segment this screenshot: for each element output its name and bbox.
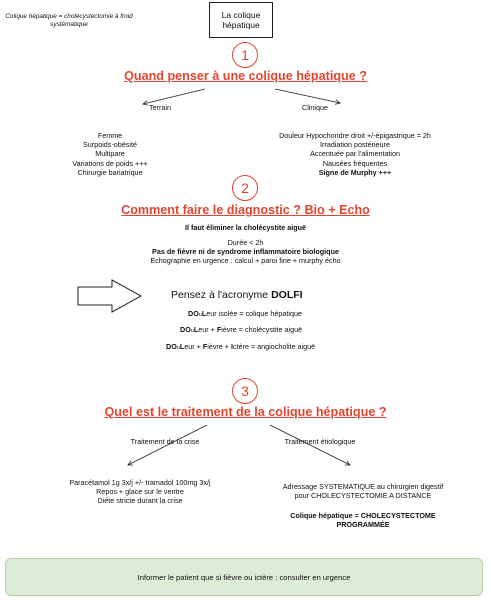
eliminate-text: Il faut éliminer la cholécystite aiguë (184, 223, 307, 232)
no-fever-text: Pas de fièvre ni de syndrome inflammatoire biologique (152, 247, 339, 257)
etio-item: pour CHOLECYSTECTOMIE A DISTANCE (294, 491, 432, 501)
terrain-list (40, 131, 180, 177)
crise-list (45, 478, 235, 506)
duration-text: Durée < 2h (227, 238, 264, 247)
clinique-item: Irradiation postérieure (320, 140, 390, 150)
section3-heading: Quel est le traitement de la colique hépatique ? (104, 405, 387, 419)
echo-text: Echographie en urgence : calcul + paroi fine + murphy écho (150, 256, 341, 266)
diagnostic-list (0, 238, 491, 266)
dolfi-rule-3: DOuLeur + Fièvre + Ictère = angiocholite aiguë (166, 342, 316, 351)
etio-conclusion: Colique hépatique = CHOLECYSTECTOME PROGRAMMÉE (290, 511, 436, 530)
terrain-item: Chirurgie bariatrique (77, 167, 143, 177)
section1-heading: Quand penser à une colique hépatique ? (124, 69, 367, 83)
crise-item: Repos + glace sur le ventre (96, 487, 184, 497)
murphy-sign: Signe de Murphy +++ (318, 167, 392, 177)
clinique-label: Clinique (302, 103, 328, 112)
big-right-arrow (78, 280, 141, 312)
terrain-item: Femme (97, 131, 123, 140)
header-note: Colique hépatique = cholécystectomie à froid systématique (5, 13, 133, 28)
step-2-circle: 2 (232, 175, 258, 201)
terrain-item: Variations de poids +++ (72, 158, 148, 168)
section2-heading: Comment faire le diagnostic ? Bio + Echo (121, 203, 370, 217)
step-1-circle: 1 (232, 42, 258, 68)
acronym-title: Pensez à l'acronyme DOLFI (171, 289, 303, 301)
acronym: DOLFI (271, 289, 303, 301)
clinique-item: Accentuée par l'alimentation (309, 149, 401, 159)
page-title: La colique hépatique (209, 2, 273, 38)
dolfi-rule-2: DOuLeur + Fièvre = cholécystite aiguë (180, 325, 303, 334)
footer-callout (5, 558, 483, 596)
step-3-circle: 3 (232, 378, 258, 404)
etio-label: Traitement étiologique (284, 437, 356, 446)
crise-item: Diète stricte durant la crise (97, 496, 183, 506)
footer-message: Informer le patient que si fièvre ou ictère : consulter en urgence (137, 572, 351, 582)
crise-item: Paracétamol 1g 3x/j +/- tramadol 100mg 3x/j (69, 478, 211, 487)
terrain-item: Multipare (95, 149, 125, 159)
crise-label: Traitement de la crise (130, 437, 200, 446)
arrow-terrain (143, 89, 205, 104)
terrain-item: Surpoids-obésité (83, 140, 137, 150)
arrow-clinique (275, 89, 340, 103)
terrain-label: Terrain (149, 103, 171, 112)
dolfi-rule-1: DOuLeur isolée = colique hépatique (188, 309, 302, 318)
etio-list (258, 482, 468, 500)
clinique-item: Nausées fréquentes (322, 158, 388, 168)
clinique-item: Douleur Hypochondre droit +/-épigastrique = 2h (279, 131, 431, 140)
clinique-list (260, 131, 450, 177)
etio-item: Adressage SYSTEMATIQUE au chirurgien digestif (282, 482, 444, 491)
